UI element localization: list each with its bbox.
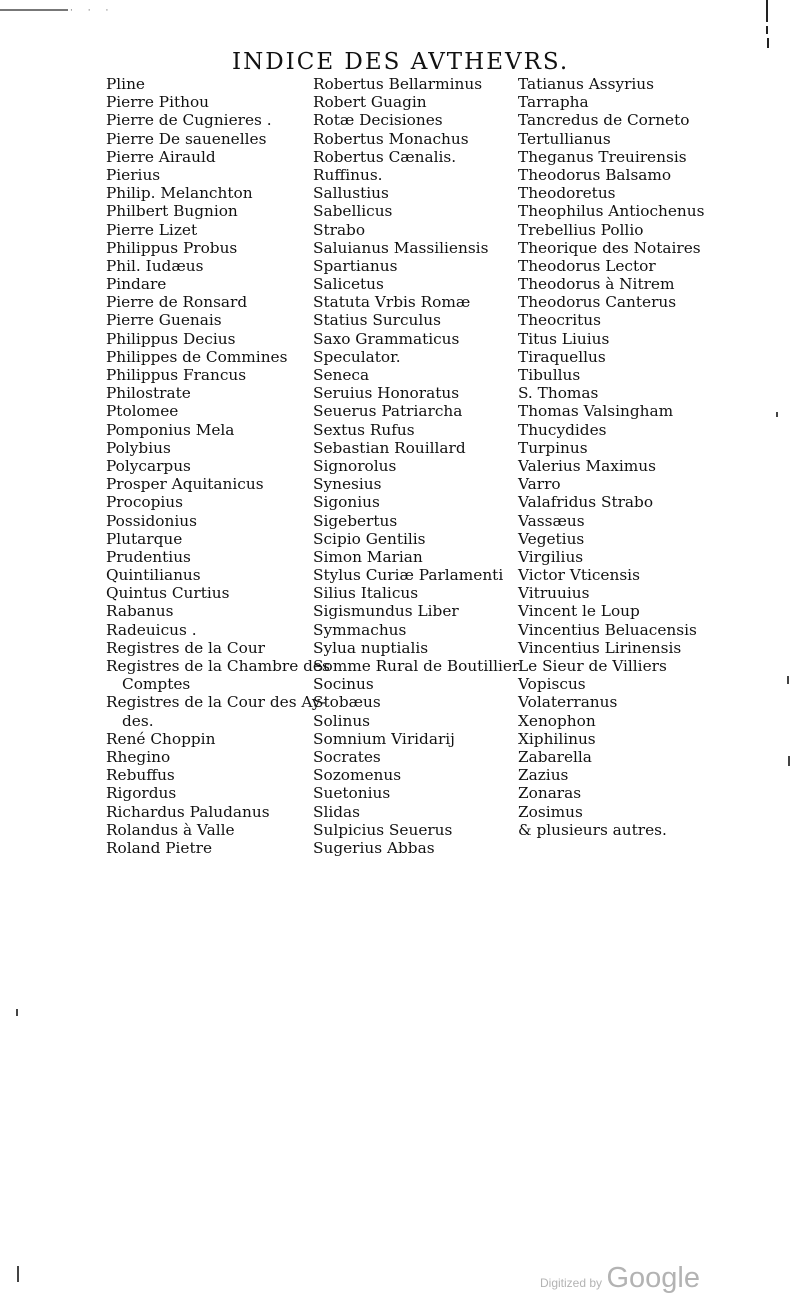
author-entry: Sallustius <box>313 184 389 203</box>
author-entry: Rigordus <box>106 784 177 803</box>
author-entry: Theodorus Lector <box>518 256 656 275</box>
author-entry: Vegetius <box>518 529 585 548</box>
author-entry: Robertus Monachus <box>313 129 469 148</box>
author-entry: S. Thomas <box>518 384 599 403</box>
author-entry: Registres de la Cour <box>106 638 265 657</box>
author-entry: Le Sieur de Villiers <box>518 657 667 675</box>
author-entry: Philippes de Commines <box>106 347 288 366</box>
author-entry: Sozomenus <box>313 766 402 785</box>
author-entry: Spartianus <box>313 256 398 275</box>
author-entry: Pierre De sauenelles <box>106 129 267 148</box>
author-entry: Varro <box>518 475 561 494</box>
author-entry: Sigonius <box>313 493 380 512</box>
author-entry: Prudentius <box>106 547 191 566</box>
author-entry: Sextus Rufus <box>313 420 415 439</box>
author-entry: Virgilius <box>518 547 584 566</box>
author-entry: Philippus Decius <box>106 329 236 348</box>
author-entry: Theodorus Balsamo <box>518 165 672 184</box>
author-entry: Registres de la Chambre des <box>106 657 330 675</box>
author-entry: Sabellicus <box>313 202 393 221</box>
author-entry: Scipio Gentilis <box>313 529 426 548</box>
author-entry: Philippus Probus <box>106 238 238 257</box>
author-entry: Zosimus <box>518 802 583 821</box>
author-entry: Turpinus <box>518 438 588 457</box>
digitized-watermark <box>540 1262 700 1295</box>
author-entry: Tatianus Assyrius <box>518 75 655 93</box>
author-entry: Pline <box>106 75 145 93</box>
author-entry: Socrates <box>313 747 381 766</box>
author-entry: Registres de la Cour des Ay- <box>106 693 326 712</box>
author-entry: Plutarque <box>106 529 183 548</box>
author-entry: Polycarpus <box>106 456 191 475</box>
author-entry: Vitruuius <box>518 584 590 603</box>
author-entry: Titus Liuius <box>518 329 610 348</box>
author-entry: Sebastian Rouillard <box>313 438 466 457</box>
watermark-prefix: Digitized by <box>540 1276 603 1290</box>
author-entry: Xiphilinus <box>518 729 596 748</box>
google-logo: Google <box>606 1262 700 1294</box>
margin-mark <box>776 412 778 417</box>
author-entry: Statuta Vrbis Romæ <box>313 293 471 312</box>
author-entry: Tertullianus <box>518 129 611 148</box>
author-entry: Saxo Grammaticus <box>313 329 460 348</box>
author-entry: Pierre Guenais <box>106 311 222 330</box>
author-entry: Theodorus à Nitrem <box>518 275 675 294</box>
author-entry: Robert Guagin <box>313 93 427 112</box>
author-entry: René Choppin <box>106 729 216 748</box>
author-entry: Pierre Airauld <box>106 147 216 166</box>
author-entry: Ptolomee <box>106 402 179 421</box>
author-entry: Sulpicius Seuerus <box>313 820 453 839</box>
author-entry: Rhegino <box>106 747 171 766</box>
author-entry: Seuerus Patriarcha <box>313 402 463 421</box>
author-entry: Theocritus <box>518 311 601 330</box>
author-entry: Pierius <box>106 165 161 184</box>
author-entry: Tibullus <box>518 366 581 384</box>
author-entry: Theophilus Antiochenus <box>518 202 705 221</box>
author-entry: Xenophon <box>518 711 596 730</box>
author-entry: Victor Vticensis <box>518 566 640 585</box>
author-entry: Seneca <box>313 366 370 384</box>
author-entry: Philostrate <box>106 384 191 403</box>
author-entry: Pierre Pithou <box>106 93 210 112</box>
author-entry: Statius Surculus <box>313 311 442 330</box>
author-entry: Suetonius <box>313 784 391 803</box>
author-entry: Rotæ Decisiones <box>313 111 443 130</box>
author-entry: Rabanus <box>106 602 174 621</box>
author-entry: & plusieurs autres. <box>518 820 667 839</box>
page-edge <box>766 0 769 1311</box>
author-entry: Seruius Honoratus <box>313 384 460 403</box>
author-entry: Valafridus Strabo <box>518 493 654 512</box>
author-entry: Vincent le Loup <box>518 602 640 621</box>
author-entry: Stobæus <box>313 693 381 712</box>
author-entry: Somme Rural de Boutillier <box>313 657 520 675</box>
author-entry: Volaterranus <box>518 693 618 712</box>
author-entry: Ruffinus. <box>313 165 383 184</box>
author-entry: Theodoretus <box>518 184 616 203</box>
author-entry: Tiraquellus <box>518 347 606 366</box>
author-entry: Socinus <box>313 675 374 694</box>
scan-artifact-dots: · · · <box>70 6 115 16</box>
margin-mark <box>787 676 789 684</box>
author-entry: Simon Marian <box>313 547 423 566</box>
author-entry: Theorique des Notaires <box>518 238 701 257</box>
margin-mark <box>16 1009 18 1016</box>
author-entry: Radeuicus . <box>106 620 197 639</box>
author-entry: Prosper Aquitanicus <box>106 475 264 494</box>
author-entry: Zonaras <box>518 784 582 803</box>
author-entry: Vincentius Beluacensis <box>518 620 697 639</box>
margin-mark <box>17 1266 19 1282</box>
author-entry: Pierre de Cugnieres . <box>106 111 272 130</box>
author-entry: Quintus Curtius <box>106 584 230 603</box>
author-entry: Zazius <box>518 766 569 785</box>
author-entry: Rolandus à Valle <box>106 820 235 839</box>
author-entry: Philippus Francus <box>106 366 247 384</box>
author-column-3 <box>518 75 704 839</box>
author-entry: Somnium Viridarij <box>313 729 455 748</box>
author-entry: Trebellius Pollio <box>518 220 644 239</box>
author-entry: Valerius Maximus <box>518 456 656 475</box>
author-entry: Rebuffus <box>106 766 175 785</box>
author-entry: Theganus Treuirensis <box>518 147 687 166</box>
author-entry: Pindare <box>106 275 167 294</box>
author-entry: Possidonius <box>106 511 197 530</box>
author-entry: Thucydides <box>518 420 607 439</box>
author-entry: Vassæus <box>518 511 585 530</box>
author-entry: Vopiscus <box>518 675 586 694</box>
author-entry: Quintilianus <box>106 566 201 585</box>
author-entry: Vincentius Lirinensis <box>518 638 682 657</box>
author-entry: Phil. Iudæus <box>106 256 204 275</box>
author-entry: Tarrapha <box>518 93 589 112</box>
author-entry: Stylus Curiæ Parlamenti <box>313 566 504 585</box>
scan-artifact-line <box>0 9 68 11</box>
author-entry: Strabo <box>313 220 366 239</box>
author-entry: Pierre Lizet <box>106 220 198 239</box>
author-entry: Pierre de Ronsard <box>106 293 248 312</box>
author-entry: Silius Italicus <box>313 584 419 603</box>
author-entry: Tancredus de Corneto <box>518 111 690 130</box>
author-entry: Roland Pietre <box>106 838 212 857</box>
author-entry: Philbert Bugnion <box>106 202 238 221</box>
author-entry: Pomponius Mela <box>106 420 235 439</box>
author-entry: Saluianus Massiliensis <box>313 238 489 257</box>
author-entry-continuation: des. <box>122 711 154 730</box>
author-column-2 <box>313 75 519 857</box>
author-entry: Signorolus <box>313 456 397 475</box>
author-entry-continuation: Comptes <box>122 675 191 694</box>
author-entry: Robertus Cænalis. <box>313 147 457 166</box>
author-entry: Speculator. <box>313 347 401 366</box>
page-title: INDICE DES AVTHEVRS. <box>232 49 570 75</box>
author-entry: Sigismundus Liber <box>313 602 459 621</box>
author-entry: Sugerius Abbas <box>313 838 435 857</box>
author-entry: Thomas Valsingham <box>518 402 674 421</box>
margin-mark <box>788 756 790 766</box>
author-entry: Symmachus <box>313 620 407 639</box>
author-entry: Slidas <box>313 802 361 821</box>
author-entry: Procopius <box>106 493 183 512</box>
author-entry: Polybius <box>106 438 171 457</box>
author-entry: Solinus <box>313 711 371 730</box>
author-entry: Robertus Bellarminus <box>313 75 483 93</box>
author-entry: Zabarella <box>518 747 592 766</box>
author-column-1 <box>106 75 330 857</box>
author-entry: Salicetus <box>313 275 384 294</box>
author-entry: Sylua nuptialis <box>313 638 429 657</box>
author-entry: Richardus Paludanus <box>106 802 270 821</box>
author-entry: Theodorus Canterus <box>518 293 677 312</box>
author-entry: Synesius <box>313 475 382 494</box>
author-entry: Philip. Melanchton <box>106 184 253 203</box>
author-entry: Sigebertus <box>313 511 398 530</box>
